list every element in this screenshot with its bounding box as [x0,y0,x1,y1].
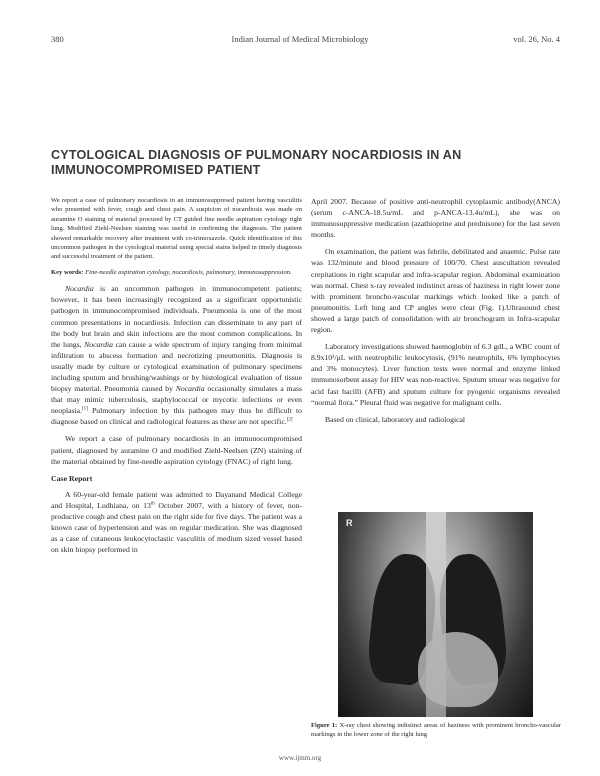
article-title: CYTOLOGICAL DIAGNOSIS OF PULMONARY NOCARDIOSIS IN AN IMMUNOCOMPROMISED PATIENT [51,148,462,177]
text-span: occasionally simulates a mass that may mimic tuberculosis, staphylococcal or mycotic infections or even neoplasia. [51,384,302,416]
page-number: 380 [51,34,64,44]
left-column [51,196,302,561]
text-span: Pulmonary infection by this pathogen may thus be difficult to diagnose based on clinical and radiological features as these are not specific. [51,406,302,427]
heart-shadow [418,632,498,707]
italic-term: Nocardia [175,384,205,394]
citation: [2] [286,417,293,423]
side-marker: R [346,518,353,528]
keywords-text: Fine-needle aspiration cytology, nocardiosis, pulmonary, immunosuppression. [85,268,292,276]
report-paragraph: We report a case of pulmonary nocardiosis in an immunocompromised patient, diagnosed by auramine O and modified Ziehl-Neelsen (ZN) staining of the material obtained by fine-needle aspiration cytology (FNAC) of right lung. [51,434,302,466]
footer-url: www.ijmm.org [278,754,322,762]
examination-paragraph: On examination, the patient was febrile, debilitated and anaemic. Pulse rate was 132/minute and blood pressure of 100/70. Chest auscultation revealed crepitations in right scapular and infra-scapular region. Abdominal examination was normal. Chest x-ray revealed indistinct areas of haziness in right lower zone with prominent broncho-vascular markings which looked like a patch of pneumonitis. Left lung and CP angles were clear (Fig. 1).Ultrasound chest showed a large patch of consolidation with air bronchogram in Infra-scapular region. [311,247,560,335]
keywords-label: Key words: [51,268,84,276]
text-span: is an uncommon pathogen in immunocompetent patients; however, it has been increasingly recognized as a significant opportunistic pathogen in immunocompromised individuals. Pneumonia is one of the most common presentations in nocardiosis. Infection can disseminate to any part of the body but brain and skin infections are the most common complications. In the lungs, [51,284,302,349]
right-column [311,196,560,431]
citation: [1] [81,406,88,412]
abstract: We report a case of pulmonary nocardiosis in an immunosuppresed patient having vasculitis who presented with fever, cough and chest pain. A suspicion of nocardiosis was made on auramine O staining of material procured by CT guided fine needle aspiration cytology right lung. Modified Ziehl-Neelsen staining was useful in confirming the diagnosis. The patient showed remarkable recovery after treatment with co-trimoxazole. Quick identification of this uncommon pathogen in the cytological material using special stains helped in timely diagnosis and successful treatment of the patient. [51,197,302,261]
chest-xray-image [338,512,533,717]
text-span: October 2007, with a history of fever, non-productive cough and chest pain on the right side for five days. The patient was a known case of hypertension and was on regular medication. She was diagnosed as a case of cutaneous leukocytoclastic vasculitis of medium sized vessel based on skin biopsy performed in [51,500,302,555]
lab-paragraph: Laboratory investigations showed haemoglobin of 6.3 gdL, a WBC count of 8.9x10³/μL with neutrophilic leukocytosis, (91% neutrophils, 6% lymphocytes and 3% monocytes). Liver function tests were normal and enzyme linked immunosorbent assay for HIV was non-reactive. Sputum smear was negative for acid fast bacilli (AFB) and sputum culture for pyogenic organisms revealed “normal flora.” Pleural fluid was negative for malignant cells. [311,342,560,407]
figure-caption [311,721,561,739]
text-span: A 60-year-old female patient was admitted to Dayanand Medical College and Hospital, Ludhiana, on 13 [51,489,302,510]
figure-caption-text: X-ray chest showing indistinct areas of haziness with prominent broncho-vascular markings in the lower zone of the right lung [311,722,561,738]
figure-label: Figure 1: [311,722,338,729]
section-heading: Case Report [51,473,93,483]
case-paragraph [51,489,302,556]
italic-term: Nocardia [65,284,94,294]
text-span: can cause a wide spectrum of injury ranging from minimal infiltration to abscess formation and necrotizing pneumonitis. Diagnosis is usually made by culture or cytological examination of pulmonary specimens including sputum and brushing/washings or by histological evaluation of tissue biopsy material. Pneumonia caused by [51,339,302,394]
volume-info: vol. 26, No. 4 [513,34,560,44]
italic-term: Nocardia [84,339,113,349]
basis-paragraph: Based on clinical, laboratory and radiological [325,414,466,424]
keywords [51,268,302,277]
continuation-paragraph: April 2007. Because of positive anti-neutrophil cytoplasmic antibody(ANCA) (serum c-ANCA-18.5u/mL and p-ANCA-13.4u/mL), she was on immunosuppressive medication (azathioprine and prednisone) for the last seven months. [311,197,560,240]
journal-name: Indian Journal of Medical Microbiology [231,34,369,44]
ordinal-sup: th [150,501,155,507]
intro-paragraph [51,283,302,427]
